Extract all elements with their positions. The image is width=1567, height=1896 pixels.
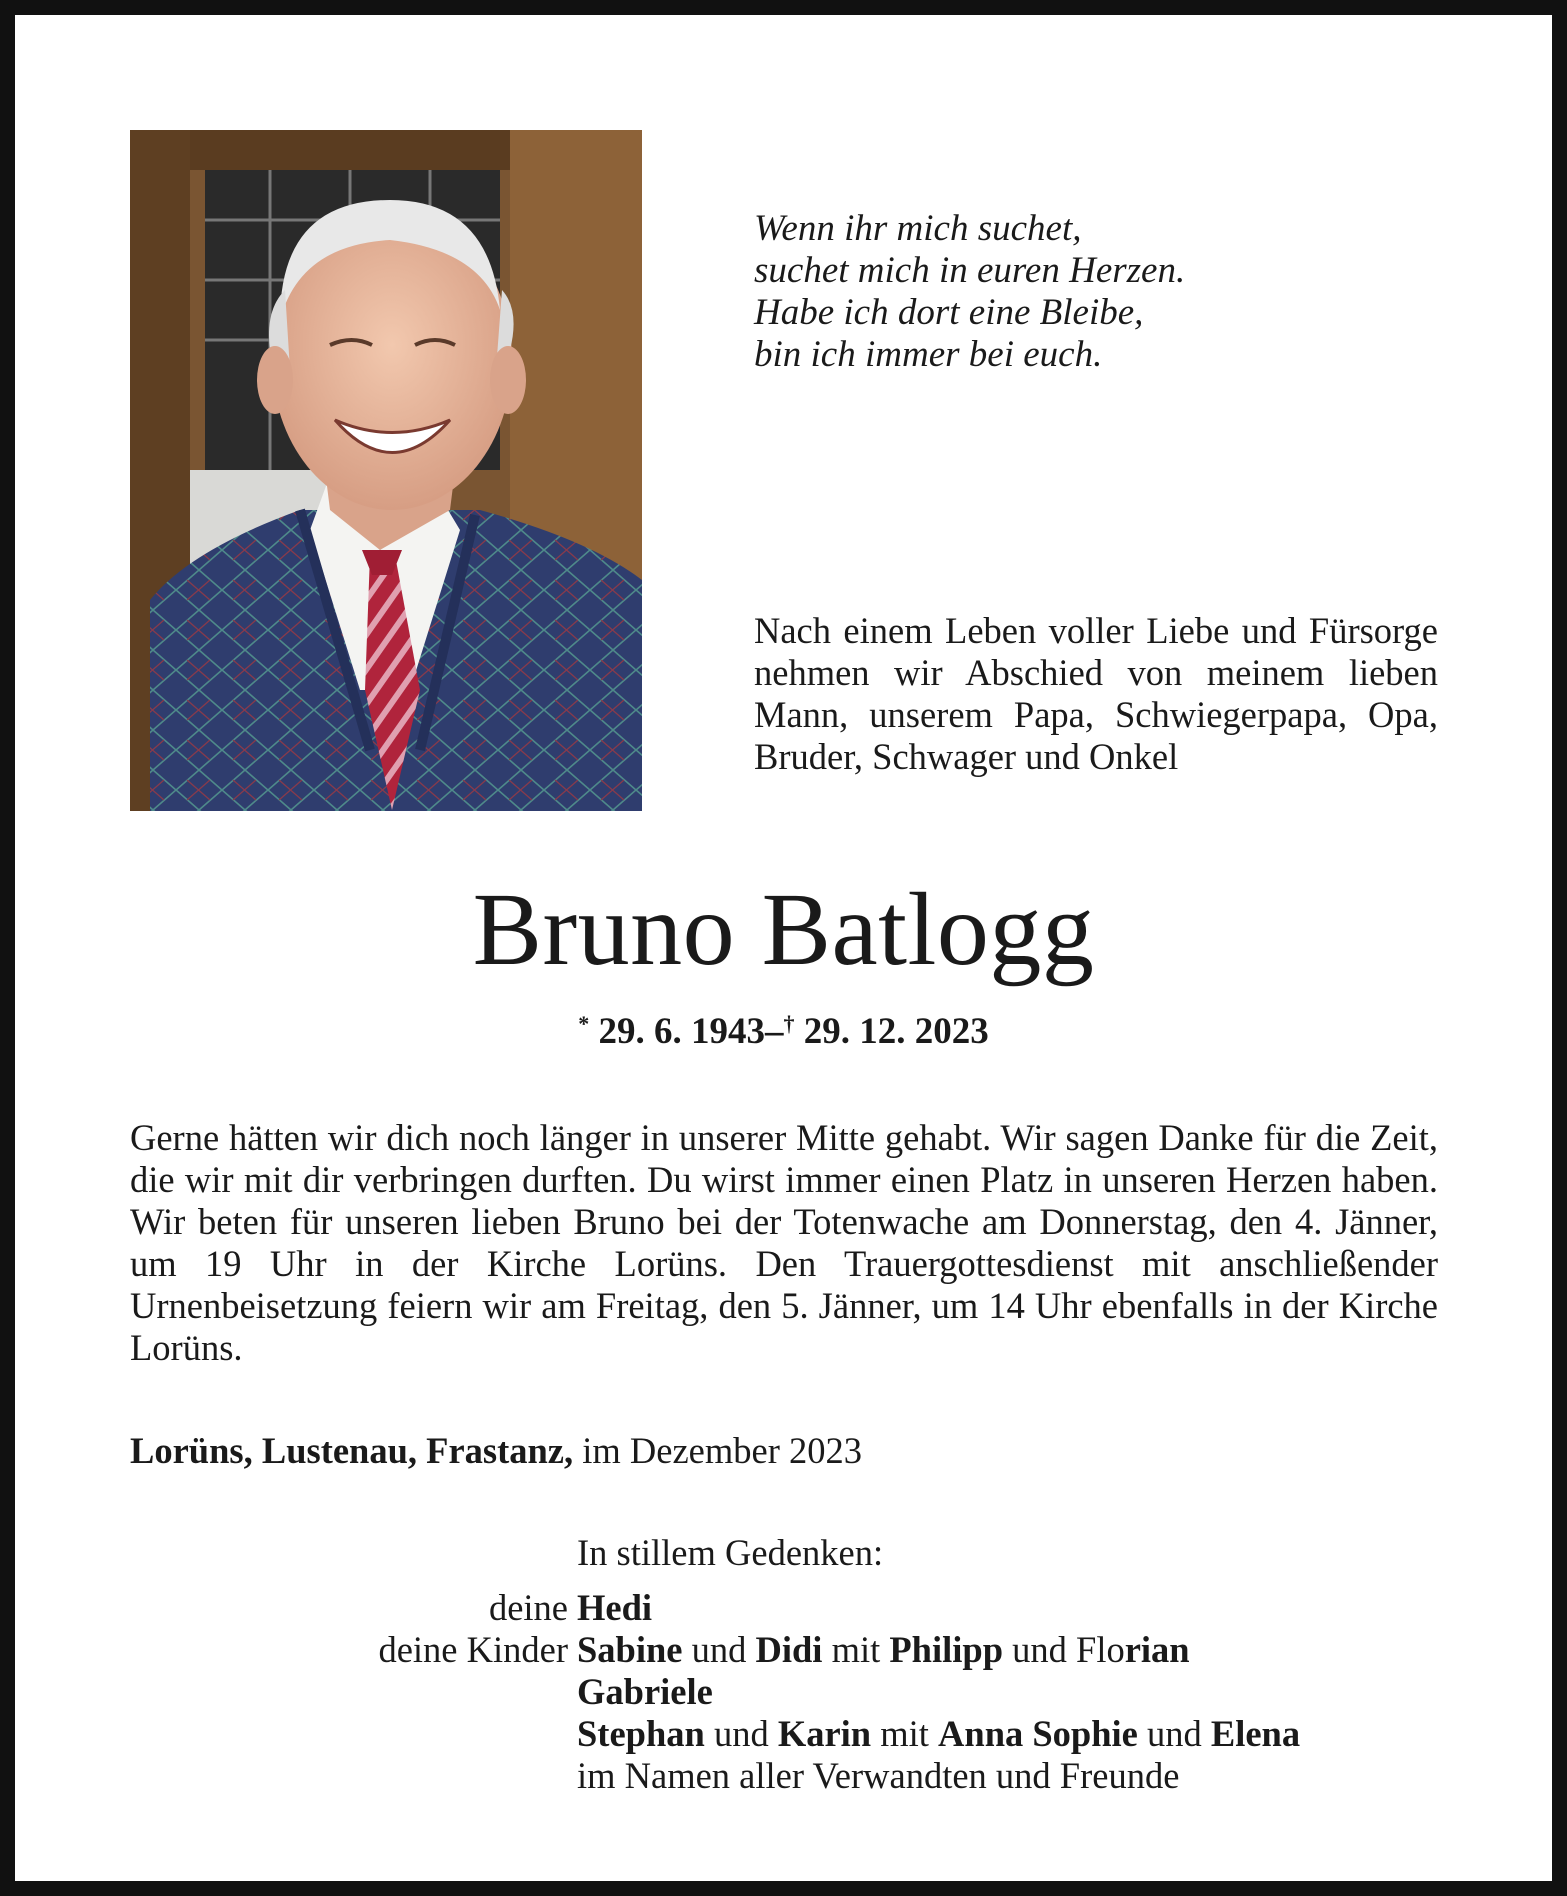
family-line-3 — [577, 1713, 1300, 1755]
connector: mit — [831, 1629, 881, 1670]
family-line-1 — [577, 1629, 1190, 1671]
place-date: im Dezember 2023 — [582, 1430, 863, 1471]
family-name: Karin — [777, 1713, 872, 1754]
poem — [754, 208, 1454, 376]
family-closing: im Namen aller Verwandten und Freunde — [577, 1755, 1180, 1796]
connector: und — [1147, 1713, 1202, 1754]
life-dates — [0, 1002, 1567, 1054]
place-locations: Lorüns, Lustenau, Frastanz, — [130, 1430, 574, 1471]
family-name: Stephan — [577, 1713, 705, 1754]
family-name: Didi — [755, 1629, 823, 1670]
poem-line: Wenn ihr mich suchet, — [754, 208, 1082, 249]
birth-symbol: * — [578, 1011, 590, 1036]
deceased-name: Bruno Batlogg — [472, 872, 1095, 987]
in-memory-heading: In stillem Gedenken: — [577, 1532, 884, 1573]
poem-line: suchet mich in euren Herzen. — [754, 250, 1186, 291]
connector: und — [713, 1713, 769, 1754]
wife-label: deine — [488, 1587, 568, 1628]
portrait-illustration — [130, 130, 642, 811]
children-label: deine Kinder — [378, 1629, 568, 1670]
connector: mit — [880, 1713, 929, 1754]
family-name: Gabriele — [577, 1671, 713, 1712]
portrait-photo — [130, 130, 642, 811]
family-name: Sabine — [577, 1629, 683, 1670]
place-and-date — [130, 1430, 1438, 1472]
poem-line: Habe ich dort eine Bleibe, — [754, 292, 1144, 333]
connector: und Flo — [1012, 1629, 1125, 1670]
date-separator: – — [765, 1011, 784, 1052]
wife-name: Hedi — [577, 1587, 653, 1628]
wife-line — [577, 1587, 652, 1629]
family-line-2 — [577, 1671, 713, 1713]
death-date: 29. 12. 2023 — [803, 1011, 989, 1052]
family-name: Anna Sophie — [938, 1713, 1138, 1754]
death-symbol: † — [783, 1011, 795, 1036]
body-text: Gerne hätten wir dich noch länger in unserer Mitte gehabt. Wir sagen Danke für die Zeit, die wir mit dir verbringen durften. Du wirst immer einen Platz in unseren Herzen haben. Wir beten für unseren lieben Bruno bei der Totenwache am Donnerstag, den 4. Jänner, um 19 Uhr in der Kirche Lorüns. Den Trauergottesdienst mit anschließender Urnenbeisetzung feiern wir am Freitag, den 5. Jänner, um 14 Uhr ebenfalls in der Kirche Lorüns. — [130, 1117, 1438, 1368]
poem-line: bin ich immer bei euch. — [754, 334, 1103, 375]
connector: und — [691, 1629, 747, 1670]
family-name: rian — [1124, 1629, 1190, 1670]
family-name: Elena — [1210, 1713, 1301, 1754]
family-name: Philipp — [889, 1629, 1004, 1670]
birth-date: 29. 6. 1943 — [598, 1011, 765, 1052]
intro-text: Nach einem Leben voller Liebe und Fürsorge nehmen wir Abschied von meinem lieben Mann, unserem Papa, Schwiegerpapa, Opa, Bruder, Schwager und Onkel — [754, 610, 1438, 777]
